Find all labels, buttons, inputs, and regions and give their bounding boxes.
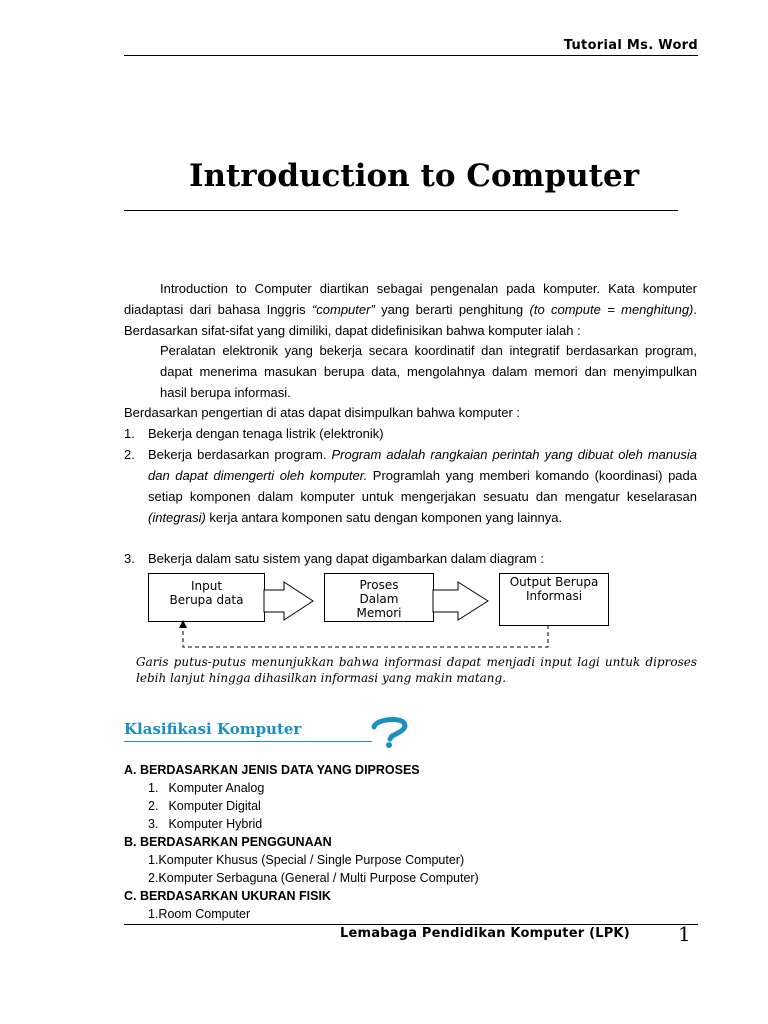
section-b-heading: B. BERDASARKAN PENGGUNAAN [124,835,332,849]
output-box: Output Berupa Informasi [499,573,609,626]
footer-rule [124,924,698,925]
question-mark-icon [368,717,412,749]
section-c-heading: C. BERDASARKAN UKURAN FISIK [124,889,331,903]
list-item: 3. Komputer Hybrid [148,817,263,831]
intro-paragraph: Introduction to Computer diartikan sebagai pengenalan pada komputer. Kata komputer diadaptasi dari bahasa Inggris “computer” yang berarti penghitung (to compute = menghitung). Berdasarkan sifat-sifat yang dimiliki, dapat didefinisikan bahwa komputer ialah : [124,281,698,338]
list-item: 2. Komputer Digital [148,799,261,813]
list-item: 1.Room Computer [148,907,251,921]
diagram-arrows [0,560,768,655]
diagram-caption: Garis putus-putus menunjukkan bahwa informasi dapat menjadi input lagi untuk diproses lebih lanjut hingga dihasilkan informasi yang makin matang. [136,655,697,685]
page-number: 1 [678,922,691,946]
list-item: 2.Komputer Serbaguna (General / Multi Purpose Computer) [148,871,479,885]
arrow-up-icon [179,620,187,628]
section-title: Klasifikasi Komputer [124,720,302,738]
section-title-rule [124,741,372,742]
section-a-heading: A. BERDASARKAN JENIS DATA YANG DIPROSES [124,763,420,777]
list-item: 1. Komputer Analog [148,781,265,795]
arrow-right-icon [264,582,313,620]
header-rule [124,55,698,56]
list-item: 1.Komputer Khusus (Special / Single Purpose Computer) [148,853,465,867]
process-box: Proses Dalam Memori [324,573,434,622]
title-rule [124,210,678,211]
input-box: Input Berupa data [148,573,265,622]
definition-text: Peralatan elektronik yang bekerja secara koordinatif dan integratif berdasarkan program, dapat menerima masukan berupa data, mengolahnya dalam memori dan menyimpulkan hasil berupa informasi. [160,343,697,400]
conclusion-intro: Berdasarkan pengertian di atas dapat disimpulkan bahwa komputer : [124,405,521,420]
footer-text: Lemabaga Pendidikan Komputer (LPK) [340,926,630,941]
arrow-right-icon [433,582,488,620]
dashed-feedback-line [183,625,548,647]
page-title: Introduction to Computer [188,158,640,194]
header-title: Tutorial Ms. Word [563,38,698,53]
